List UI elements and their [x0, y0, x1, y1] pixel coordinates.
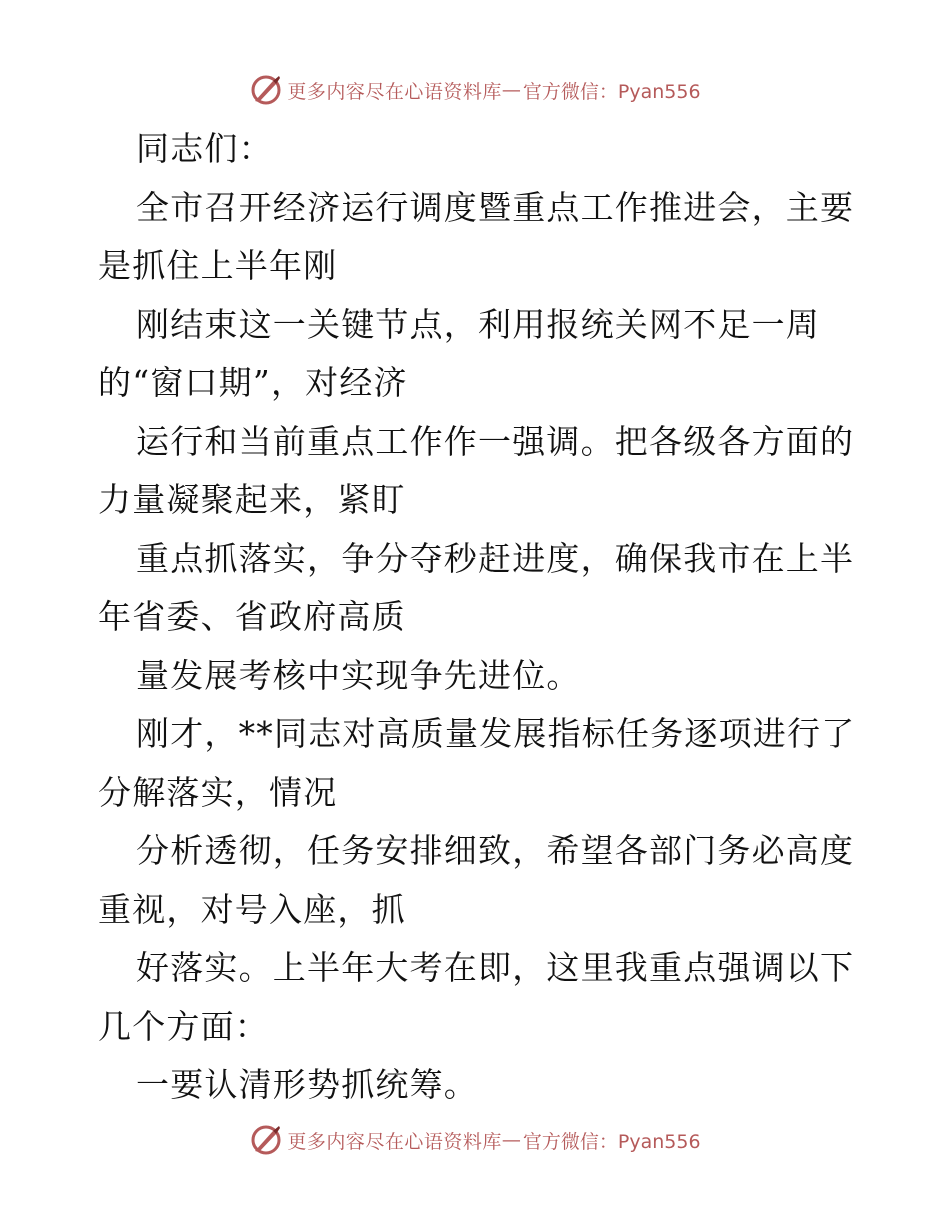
paragraph-line: 好落实。上半年大考在即，这里我重点强调以下: [136, 948, 855, 987]
banner-brand-text: 更多内容尽在心语资料库: [287, 80, 502, 103]
quill-logo-icon: [249, 1123, 283, 1157]
paragraph-line: 年省委、省政府高质: [98, 597, 406, 636]
paragraph-line: 同志们：: [136, 129, 273, 168]
paragraph-line: 量发展考核中实现争先进位。: [136, 655, 581, 695]
body-paragraph: [98, 939, 858, 1056]
paragraph-line: 力量凝聚起来，紧盯: [98, 480, 406, 519]
paragraph-line: 重视，对号入座，抓: [98, 889, 406, 929]
paragraph-line: 分解落实，情况: [98, 772, 338, 812]
paragraph-line: 刚才，**同志对高质量发展指标任务逐项进行了: [136, 714, 856, 753]
paragraph-line: 几个方面：: [98, 1006, 269, 1046]
paragraph-line: 分析透彻，任务安排细致，希望各部门务必高度: [136, 831, 855, 870]
banner-separator: —: [501, 1129, 521, 1151]
body-paragraph: [98, 1056, 858, 1115]
body-paragraph: [98, 530, 858, 647]
banner-separator: —: [501, 79, 521, 101]
banner-wechat-text: 官方微信：Pyan556: [522, 80, 701, 103]
body-paragraph: [98, 120, 858, 179]
footer-watermark-banner: [0, 1120, 950, 1160]
paragraph-line: 的“窗口期”，对经济: [98, 363, 408, 402]
paragraph-line: 是抓住上半年刚: [98, 246, 338, 285]
body-paragraph: [98, 647, 858, 706]
banner-brand-text: 更多内容尽在心语资料库: [287, 1130, 502, 1153]
quill-logo-icon: [249, 73, 283, 107]
header-watermark-banner: [0, 70, 950, 110]
body-paragraph: [98, 413, 858, 530]
banner-wechat-text: 官方微信：Pyan556: [522, 1130, 701, 1153]
document-body: [98, 120, 858, 1115]
paragraph-line: 运行和当前重点工作作一强调。把各级各方面的: [136, 421, 855, 461]
body-paragraph: [98, 296, 858, 413]
paragraph-line: 重点抓落实，争分夺秒赶进度，确保我市在上半: [136, 538, 855, 578]
paragraph-line: 一要认清形势抓统筹。: [136, 1065, 478, 1104]
body-paragraph: [98, 179, 858, 296]
body-paragraph: [98, 822, 858, 939]
paragraph-line: 全市召开经济运行调度暨重点工作推进会，主要: [136, 187, 855, 227]
paragraph-line: 刚结束这一关键节点，利用报统关网不足一周: [136, 304, 820, 344]
body-paragraph: [98, 705, 858, 822]
